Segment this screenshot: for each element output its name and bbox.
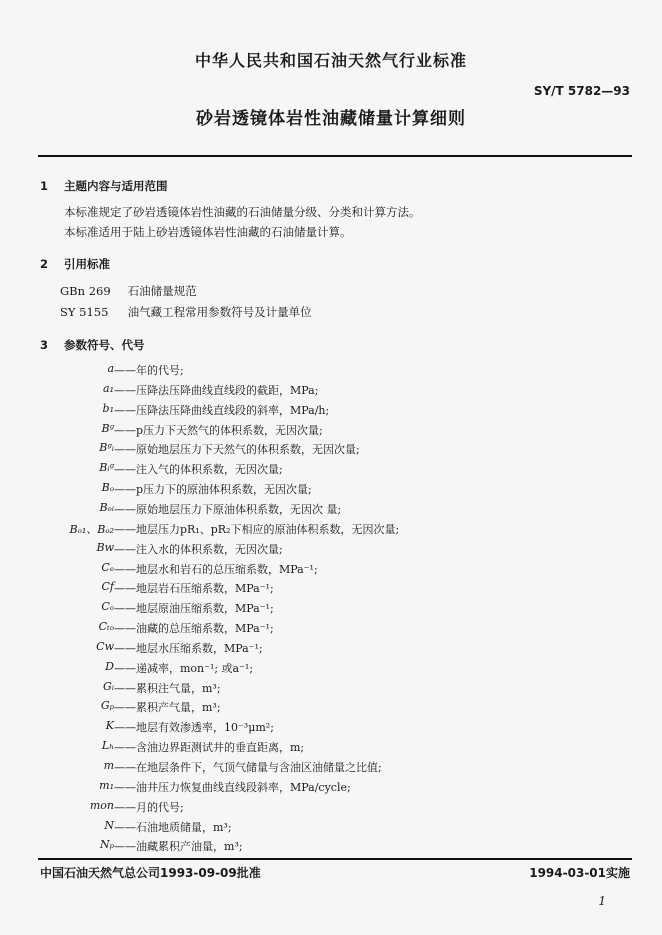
reference-item — [60, 304, 312, 320]
symbol: Cₜₒ — [98, 620, 114, 634]
symbol-entry — [0, 620, 662, 639]
symbol-entry — [0, 521, 662, 540]
symbol-entry — [0, 699, 662, 718]
symbol-entry — [0, 719, 662, 738]
symbol-entry — [0, 561, 662, 580]
reference-title: 油气藏工程常用参数符号及计量单位 — [127, 305, 312, 319]
section-1-paragraph: 本标准规定了砂岩透镜体岩性油藏的石油储量分级、分类和计算方法。 — [64, 205, 421, 219]
standard-code: SY/T 5782—93 — [533, 84, 630, 98]
symbol-entry — [0, 660, 662, 679]
symbol: a₁ — [103, 381, 114, 395]
footer-divider — [38, 858, 632, 860]
symbol-description: ——压降法压降曲线直线段的斜率，MPa/h; — [114, 403, 330, 417]
symbol-entry — [0, 799, 662, 818]
symbol-entry — [0, 680, 662, 699]
section-title: 参数符号、代号 — [64, 338, 145, 352]
symbol-entry — [0, 541, 662, 560]
symbol-entry — [0, 481, 662, 500]
symbol-entry — [0, 838, 662, 857]
symbol: Cₒ — [101, 600, 114, 614]
symbol: Bₒᵢ — [99, 500, 114, 514]
symbol: Cₑ — [101, 560, 114, 574]
symbol-description: ——地层压力pR₁、pR₂下相应的原油体积系数，无因次量; — [114, 522, 400, 536]
symbol: Bw — [96, 540, 114, 554]
symbol-entry — [0, 779, 662, 798]
symbol-description: ——递减率，mon⁻¹; 或a⁻¹; — [114, 661, 254, 675]
symbol-description: ——在地层条件下，气顶气储量与含油区油储量之比值; — [114, 761, 382, 774]
symbol-description: ——原始地层压力下天然气的体积系数，无因次量; — [114, 443, 360, 457]
symbol-entry — [0, 819, 662, 838]
symbol: Bᵍᵢ — [99, 441, 114, 455]
symbol: N — [104, 818, 114, 832]
approval-note: 中国石油天然气总公司1993-09-09批准 — [40, 866, 261, 880]
symbol-entry — [0, 580, 662, 599]
symbol-entry — [0, 759, 662, 778]
symbol-entry — [0, 600, 662, 619]
symbol-description: ——地层水压缩系数，MPa⁻¹; — [114, 641, 263, 655]
effective-date: 1994-03-01实施 — [529, 866, 630, 880]
symbol: mon — [89, 798, 114, 812]
reference-code: GBn 269 — [60, 284, 111, 298]
symbol: Gᵢ — [103, 679, 114, 693]
symbol: Cf — [101, 580, 114, 594]
symbol-entry — [0, 422, 662, 441]
symbol: m₁ — [99, 778, 114, 792]
symbol-description: ——原始地层压力下原油体积系数，无因次 量; — [114, 502, 342, 516]
symbol-description: ——油藏的总压缩系数，MPa⁻¹; — [114, 622, 274, 636]
header-divider — [38, 155, 632, 157]
section-number: 1 — [40, 179, 49, 193]
symbol: Nₚ — [99, 838, 114, 852]
symbol: m — [103, 759, 114, 772]
symbol-description: ——p压力下天然气的体积系数，无因次量; — [114, 423, 323, 437]
section-title: 引用标准 — [64, 257, 111, 271]
symbol-description: ——累积注气量，m³; — [114, 681, 221, 695]
symbol: Bᵢᵍ — [99, 461, 114, 475]
symbol-description: ——地层原油压缩系数，MPa⁻¹; — [114, 602, 274, 616]
symbol-description: ——年的代号; — [114, 364, 184, 377]
symbol-entry — [0, 501, 662, 520]
symbol-entry — [0, 382, 662, 401]
symbol-entry — [0, 362, 662, 381]
issuer-title: 中华人民共和国石油天然气行业标准 — [194, 51, 467, 70]
symbol-entry — [0, 640, 662, 659]
reference-title: 石油储量规范 — [127, 284, 197, 298]
symbol-description: ——含油边界距测试井的垂直距离，m; — [114, 741, 305, 755]
symbol-entry — [0, 739, 662, 758]
symbol-description: ——油井压力恢复曲线直线段斜率，MPa/cycle; — [114, 780, 351, 794]
page-number: 1 — [598, 894, 606, 908]
section-number: 2 — [40, 257, 49, 271]
symbol: Bₒ — [101, 481, 114, 495]
symbol-description: ——压降法压降曲线直线段的截距，MPa; — [114, 383, 319, 397]
symbol: Cw — [96, 639, 114, 653]
document-title: 砂岩透镜体岩性油藏储量计算细则 — [196, 109, 466, 129]
section-number: 3 — [40, 338, 49, 352]
reference-code: SY 5155 — [60, 305, 109, 319]
section-3-heading — [40, 337, 145, 353]
symbol-description: ——地层有效渗透率，10⁻³μm²; — [114, 721, 274, 735]
symbol-entry — [0, 441, 662, 460]
symbol: b₁ — [102, 401, 114, 415]
symbol: a — [107, 362, 114, 375]
section-1-heading — [40, 178, 168, 194]
section-title: 主题内容与适用范围 — [64, 179, 168, 193]
symbol-description: ——月的代号; — [114, 800, 184, 814]
symbol-description: ——油藏累积产油量，m³; — [114, 840, 243, 854]
symbol: Bᵍ — [101, 421, 114, 435]
reference-item — [60, 283, 197, 299]
symbol: Lₕ — [101, 739, 114, 753]
symbol-entry — [0, 402, 662, 421]
symbol-entry — [0, 461, 662, 480]
symbol: D — [105, 659, 114, 673]
section-2-heading — [40, 256, 110, 272]
section-1-paragraph: 本标准适用于陆上砂岩透镜体岩性油藏的石油储量计算。 — [64, 225, 352, 239]
symbol-description: ——地层水和岩石的总压缩系数，MPa⁻¹; — [114, 562, 318, 576]
symbol: Bₒ₁、Bₒ₂ — [69, 522, 114, 536]
symbol-description: ——注入水的体积系数，无因次量; — [114, 542, 283, 556]
symbol-description: ——累积产气量，m³; — [114, 701, 221, 715]
symbol-description: ——地层岩石压缩系数，MPa⁻¹; — [114, 582, 274, 596]
symbol-description: ——p压力下的原油体积系数，无因次量; — [114, 483, 312, 497]
symbol: K — [105, 719, 114, 733]
symbol-description: ——石油地质储量，m³; — [114, 820, 232, 834]
symbol-description: ——注入气的体积系数，无因次量; — [114, 463, 283, 477]
symbol: Gₚ — [100, 699, 114, 713]
